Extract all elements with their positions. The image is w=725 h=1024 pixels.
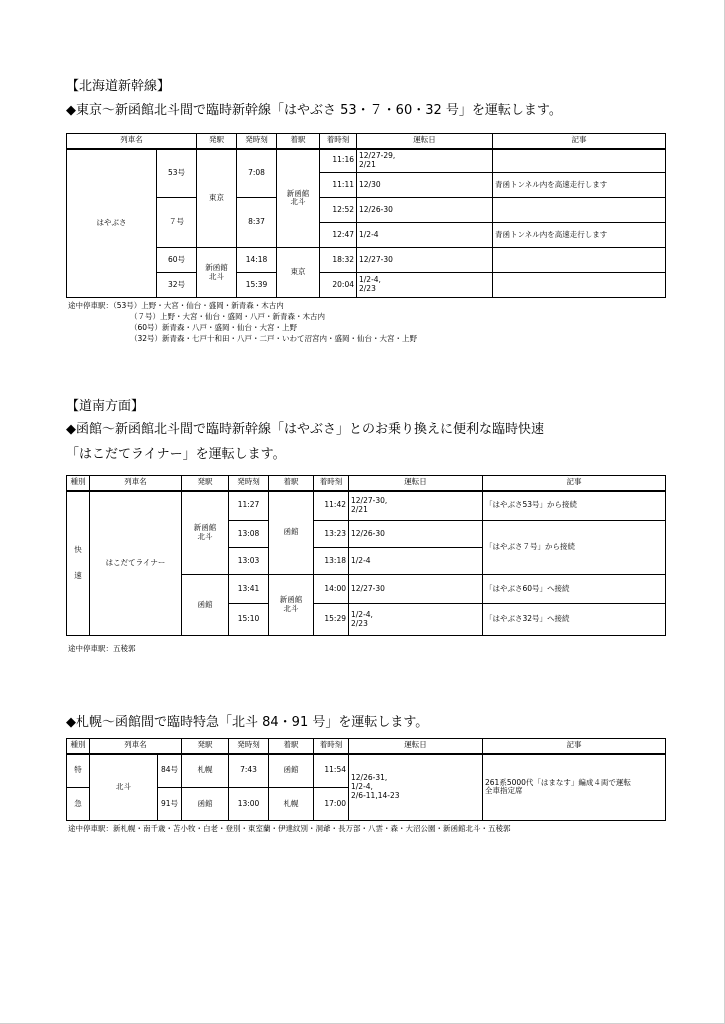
dep-station: 札幌 xyxy=(182,754,229,788)
train-number: 84号 xyxy=(158,754,182,788)
col-type: 種別 xyxy=(67,476,90,491)
col-notes: 記事 xyxy=(493,134,666,149)
col-days: 運転日 xyxy=(349,476,483,491)
arr-time: 11:42 xyxy=(314,491,349,521)
dep-station: 東京 xyxy=(197,149,237,248)
note xyxy=(493,248,666,273)
run-days: 12/27-29, 2/21 xyxy=(357,149,493,173)
col-dep-station: 発駅 xyxy=(182,739,229,754)
dep-time: 7:43 xyxy=(229,754,269,788)
col-arr-time: 着時刻 xyxy=(314,739,349,754)
arr-time: 20:04 xyxy=(320,273,357,298)
note xyxy=(493,198,666,223)
dep-time: 7:08 xyxy=(237,149,277,198)
run-days: 1/2-4 xyxy=(357,223,493,248)
col-arr-time: 着時刻 xyxy=(314,476,349,491)
table-row xyxy=(67,149,666,173)
arr-station: 札幌 xyxy=(269,788,314,821)
note: 「はやぶさ７号」から接続 xyxy=(483,521,666,575)
note: 「はやぶさ53号」から接続 xyxy=(483,491,666,521)
dep-time: 11:27 xyxy=(229,491,269,521)
col-arr-station: 着駅 xyxy=(269,476,314,491)
col-dep-time: 発時刻 xyxy=(237,134,277,149)
col-dep-station: 発駅 xyxy=(197,134,237,149)
arr-time: 12:52 xyxy=(320,198,357,223)
stops-32: （32号）新青森・七戸十和田・八戸・二戸・いわて沼宮内・盛岡・仙台・大宮・上野 xyxy=(130,334,418,343)
hakodate-liner-table xyxy=(66,475,666,636)
stops-60: （60号）新青森・八戸・盛岡・仙台・大宮・上野 xyxy=(130,323,298,332)
note xyxy=(493,273,666,298)
table-row xyxy=(67,248,666,273)
col-dep-station: 発駅 xyxy=(182,476,229,491)
arr-time: 15:29 xyxy=(314,604,349,636)
hayabusa-table xyxy=(66,133,666,298)
col-train-name: 列車名 xyxy=(90,739,182,754)
run-days: 12/26-31, 1/2-4, 2/6-11,14-23 xyxy=(349,754,483,821)
run-days: 12/26-30 xyxy=(357,198,493,223)
stops-53: 途中停車駅：（53号）上野・大宮・仙台・盛岡・新青森・木古内 xyxy=(68,301,284,310)
col-arr-station: 着駅 xyxy=(269,739,314,754)
type-char: 快 xyxy=(74,545,82,554)
run-days: 12/30 xyxy=(357,173,493,198)
run-days: 12/27-30 xyxy=(349,575,483,604)
arr-station: 函館 xyxy=(269,491,314,575)
arr-station: 東京 xyxy=(277,248,320,298)
arr-time: 17:00 xyxy=(314,788,349,821)
arr-station: 新函館 北斗 xyxy=(269,575,314,636)
section2-heading: 【道南方面】 xyxy=(66,399,145,414)
section2-subtitle-1: ◆函館～新函館北斗間で臨時新幹線「はやぶさ」とのお乗り換えに便利な臨時快速 xyxy=(66,422,544,437)
col-dep-time: 発時刻 xyxy=(229,739,269,754)
run-days: 12/27-30, 2/21 xyxy=(349,491,483,521)
col-notes: 記事 xyxy=(483,476,666,491)
col-train-name: 列車名 xyxy=(67,134,197,149)
header-row xyxy=(67,134,666,149)
run-days: 12/26-30 xyxy=(349,521,483,548)
col-arr-time: 着時刻 xyxy=(320,134,357,149)
arr-time: 18:32 xyxy=(320,248,357,273)
col-type: 種別 xyxy=(67,739,90,754)
table-row xyxy=(67,491,666,521)
col-train-name: 列車名 xyxy=(90,476,182,491)
dep-time: 15:10 xyxy=(229,604,269,636)
header-row xyxy=(67,476,666,491)
dep-station: 函館 xyxy=(182,788,229,821)
note: 青函トンネル内を高速走行します xyxy=(493,223,666,248)
table-row xyxy=(67,198,666,223)
train-number: 53号 xyxy=(157,149,197,198)
run-days: 1/2-4, 2/23 xyxy=(349,604,483,636)
arr-time: 12:47 xyxy=(320,223,357,248)
col-dep-time: 発時刻 xyxy=(229,476,269,491)
table-row xyxy=(67,273,666,298)
dep-time: 15:39 xyxy=(237,273,277,298)
dep-station: 新函館 北斗 xyxy=(182,491,229,575)
type-char: 急 xyxy=(67,788,90,821)
arr-time: 11:16 xyxy=(320,149,357,173)
dep-time: 8:37 xyxy=(237,198,277,248)
train-number: ７号 xyxy=(157,198,197,248)
col-notes: 記事 xyxy=(483,739,666,754)
train-number: 60号 xyxy=(157,248,197,273)
train-number: 32号 xyxy=(157,273,197,298)
hokuto-table xyxy=(66,738,666,821)
header-row xyxy=(67,739,666,754)
stops-hokuto: 途中停車駅：新札幌・南千歳・苫小牧・白老・登別・東室蘭・伊達紋別・洞爺・長万部・八雲・森・大沼公園・新函館北斗・五稜郭 xyxy=(68,824,511,833)
note: 261系5000代「はまなす」編成４両で運転 全車指定席 xyxy=(483,754,666,821)
dep-station: 新函館 北斗 xyxy=(197,248,237,298)
run-days: 1/2-4, 2/23 xyxy=(357,273,493,298)
stops-7: （７号）上野・大宮・仙台・盛岡・八戸・新青森・木古内 xyxy=(130,312,325,321)
dep-station: 函館 xyxy=(182,575,229,636)
train-type xyxy=(67,491,90,636)
arr-time: 11:11 xyxy=(320,173,357,198)
arr-time: 14:00 xyxy=(314,575,349,604)
col-arr-station: 着駅 xyxy=(277,134,320,149)
note: 青函トンネル内を高速走行します xyxy=(493,173,666,198)
col-days: 運転日 xyxy=(357,134,493,149)
section2-subtitle-2: 「はこだてライナー」を運転します。 xyxy=(66,447,286,462)
type-char: 速 xyxy=(74,570,82,580)
run-days: 12/27-30 xyxy=(357,248,493,273)
arr-station: 函館 xyxy=(269,754,314,788)
section3-subtitle: ◆札幌～函館間で臨時特急「北斗 84・91 号」を運転します。 xyxy=(66,715,429,730)
arr-time: 13:18 xyxy=(314,548,349,575)
train-name: はやぶさ xyxy=(67,149,157,298)
stops-hakodate-liner: 途中停車駅：五稜郭 xyxy=(68,644,136,653)
arr-time: 13:23 xyxy=(314,521,349,548)
col-days: 運転日 xyxy=(349,739,483,754)
dep-time: 13:00 xyxy=(229,788,269,821)
dep-time: 13:08 xyxy=(229,521,269,548)
section1-heading: 【北海道新幹線】 xyxy=(66,79,171,94)
dep-time: 13:41 xyxy=(229,575,269,604)
note xyxy=(493,149,666,173)
train-name: 北斗 xyxy=(90,754,158,821)
run-days: 1/2-4 xyxy=(349,548,483,575)
train-number: 91号 xyxy=(158,788,182,821)
arr-station: 新函館 北斗 xyxy=(277,149,320,248)
dep-time: 13:03 xyxy=(229,548,269,575)
note: 「はやぶさ32号」へ接続 xyxy=(483,604,666,636)
section1-subtitle: ◆東京～新函館北斗間で臨時新幹線「はやぶさ 53・７・60・32 号」を運転します。 xyxy=(66,103,562,118)
table-row xyxy=(67,754,666,788)
train-name: はこだてライナー xyxy=(90,491,182,636)
type-char: 特 xyxy=(67,754,90,788)
dep-time: 14:18 xyxy=(237,248,277,273)
arr-time: 11:54 xyxy=(314,754,349,788)
note: 「はやぶさ60号」へ接続 xyxy=(483,575,666,604)
